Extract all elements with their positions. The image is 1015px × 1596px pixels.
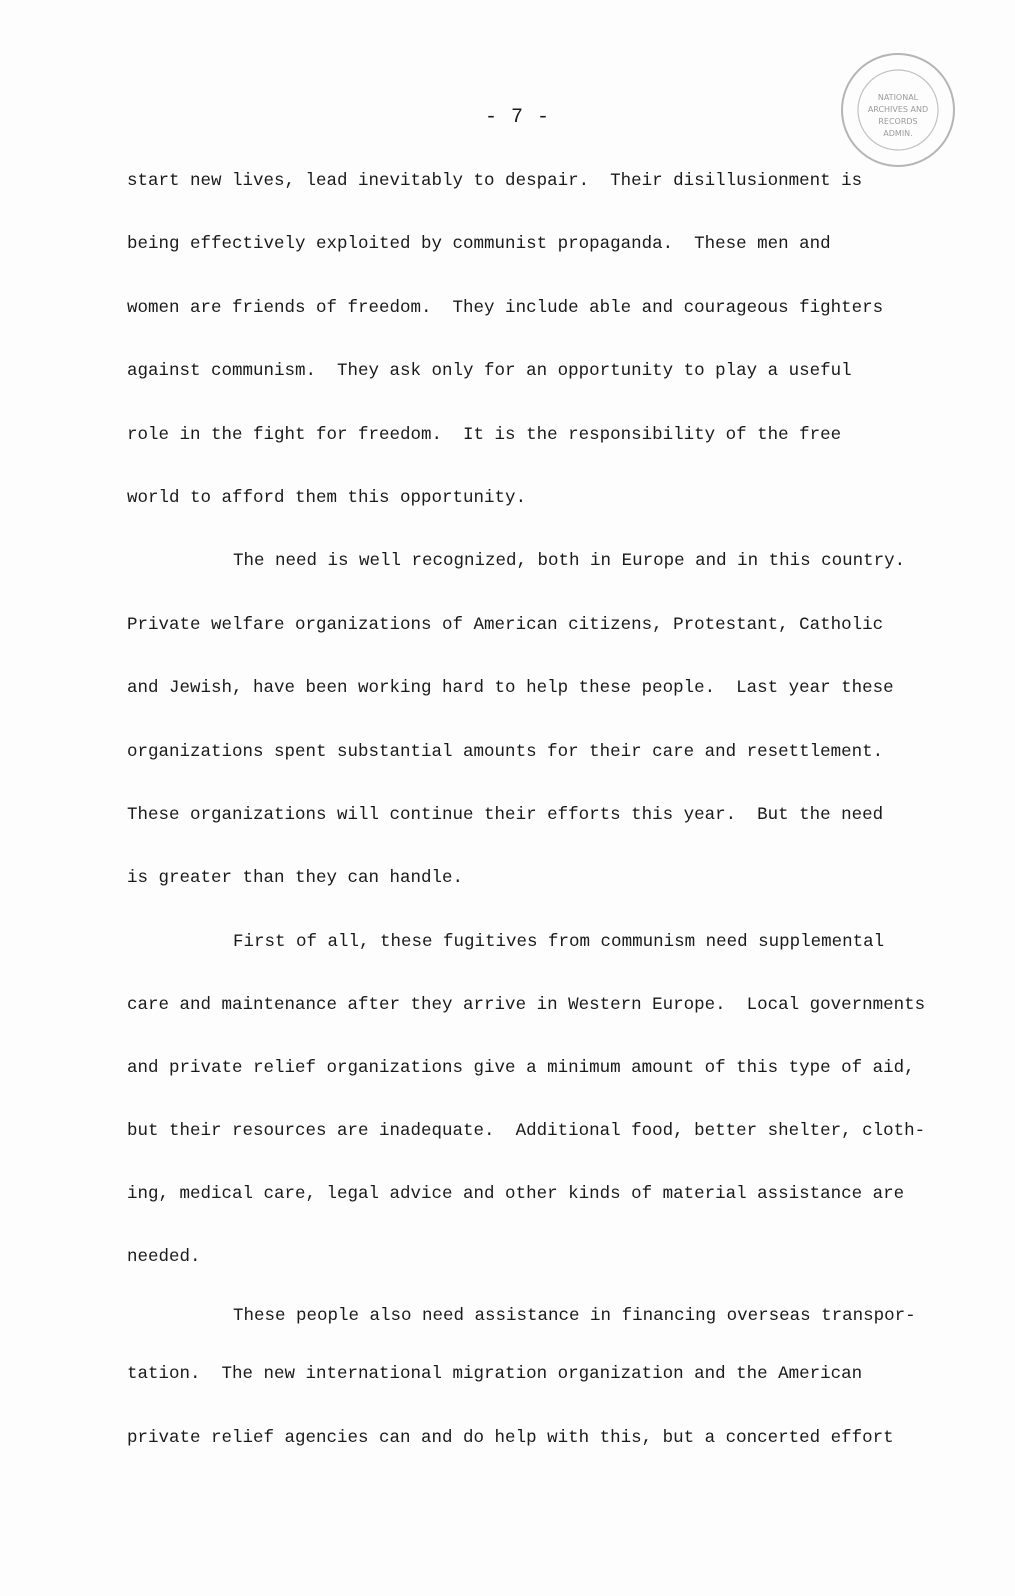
text-line: women are friends of freedom. They include able and courageous fighters bbox=[127, 298, 884, 318]
svg-text:NATIONAL: NATIONAL bbox=[877, 93, 919, 102]
page-number: - 7 - bbox=[484, 106, 550, 129]
text-line: care and maintenance after they arrive in Western Europe. Local governments bbox=[127, 995, 926, 1015]
text-line: These organizations will continue their efforts this year. But the need bbox=[127, 805, 884, 825]
svg-text:RECORDS: RECORDS bbox=[878, 117, 918, 126]
text-line: and Jewish, have been working hard to help these people. Last year these bbox=[127, 678, 894, 698]
archive-stamp bbox=[838, 50, 958, 170]
text-line: needed. bbox=[127, 1247, 201, 1267]
text-line: The need is well recognized, both in Europe and in this country. bbox=[233, 551, 906, 571]
text-line: private relief agencies can and do help with this, but a concerted effort bbox=[127, 1428, 894, 1448]
text-line: role in the fight for freedom. It is the responsibility of the free bbox=[127, 425, 842, 445]
archive-stamp-seal-icon bbox=[838, 50, 958, 170]
text-line: tation. The new international migration organization and the American bbox=[127, 1364, 863, 1384]
text-line: and private relief organizations give a minimum amount of this type of aid, bbox=[127, 1058, 915, 1078]
svg-text:ADMIN.: ADMIN. bbox=[883, 129, 913, 138]
text-line: First of all, these fugitives from communism need supplemental bbox=[233, 932, 885, 952]
text-line: start new lives, lead inevitably to despair. Their disillusionment is bbox=[127, 171, 863, 191]
text-line: is greater than they can handle. bbox=[127, 868, 464, 888]
text-line: ing, medical care, legal advice and other kinds of material assistance are bbox=[127, 1184, 905, 1204]
text-line: but their resources are inadequate. Additional food, better shelter, cloth- bbox=[127, 1121, 926, 1141]
text-line: Private welfare organizations of American citizens, Protestant, Catholic bbox=[127, 615, 884, 635]
svg-text:ARCHIVES AND: ARCHIVES AND bbox=[867, 105, 929, 114]
text-line: being effectively exploited by communist propaganda. These men and bbox=[127, 234, 831, 254]
text-line: world to afford them this opportunity. bbox=[127, 488, 527, 508]
text-line: against communism. They ask only for an opportunity to play a useful bbox=[127, 361, 852, 381]
text-line: These people also need assistance in financing overseas transpor- bbox=[233, 1306, 916, 1326]
text-line: organizations spent substantial amounts for their care and resettlement. bbox=[127, 742, 884, 762]
